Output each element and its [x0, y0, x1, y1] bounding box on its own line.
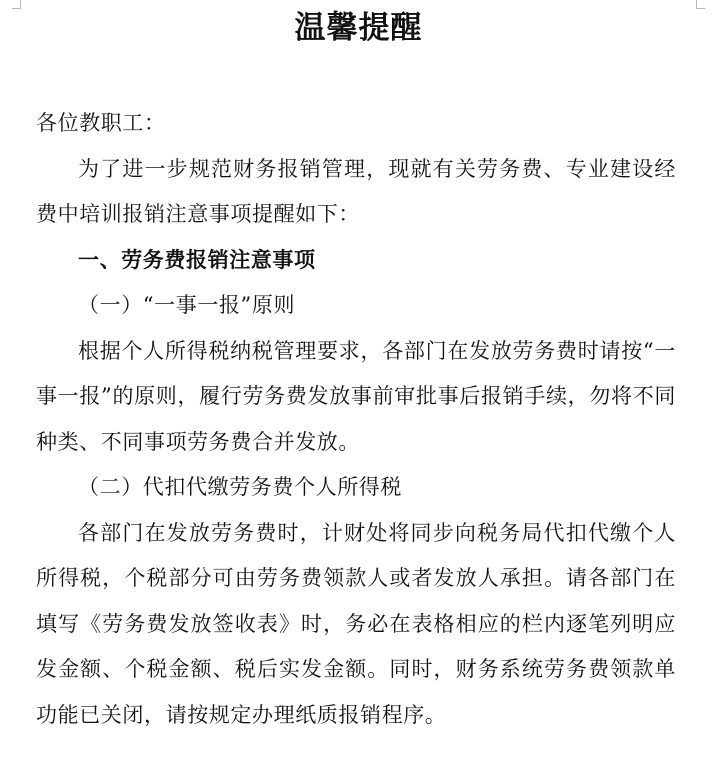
subsection-heading-1: （一）“一事一报”原则 — [78, 293, 296, 317]
document-body — [36, 101, 676, 738]
subsection-2-paragraph: 各部门在发放劳务费时，计财处将同步向税务局代扣代缴个人所得税，个税部分可由劳务费领款人或者发放人承担。请各部门在填写《劳务费发放签收表》时，务必在表格相应的栏内逐笔列明应发金额、个税金额、税后实发金额。同时，财务系统劳务费领款单功能已关闭，请按规定办理纸质报销程序。 — [36, 520, 676, 727]
salutation: 各位教职工： — [36, 111, 166, 135]
subsection-1-paragraph: 根据个人所得税纳税管理要求，各部门在发放劳务费时请按“一事一报”的原则，履行劳务费发放事前审批事后报销手续，勿将不同种类、不同事项劳务费合并发放。 — [36, 338, 676, 454]
subsection-heading-2: （二）代扣代缴劳务费个人所得税 — [78, 475, 402, 499]
section-heading-1: 一、劳务费报销注意事项 — [78, 247, 316, 272]
intro-paragraph: 为了进一步规范财务报销管理，现就有关劳务费、专业建设经费中培训报销注意事项提醒如下： — [36, 156, 676, 226]
document-title: 温馨提醒 — [294, 10, 423, 46]
